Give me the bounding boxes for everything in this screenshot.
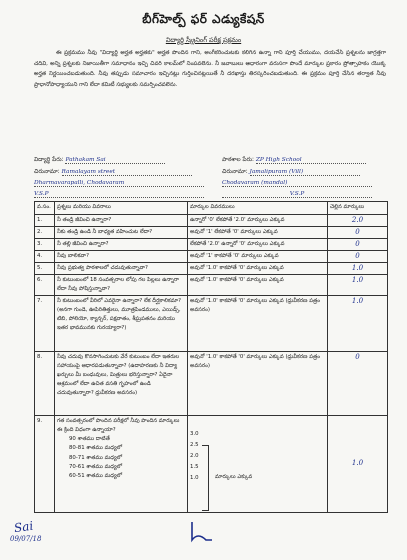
header-score: చెల్లిన మార్కులు xyxy=(328,202,388,215)
row-number: 1. xyxy=(35,215,55,227)
row-question: నీ తల్లి జీవించి ఉన్నారా? xyxy=(55,239,188,251)
row-number: 4. xyxy=(35,251,55,263)
table-row xyxy=(35,251,388,263)
table-row xyxy=(35,296,388,352)
student-name-field xyxy=(34,156,165,164)
row-number: 3. xyxy=(35,239,55,251)
district2-value: V.S.P xyxy=(222,191,372,198)
table-row xyxy=(35,239,388,251)
row-score: 0 xyxy=(328,239,388,251)
table-row xyxy=(35,352,388,416)
list-item: 60-51 శాతము మధ్యలో xyxy=(69,473,123,480)
row-question: నీ కుటుంబంలో 18 సంవత్సరాల లోపు గల పిల్లలు ఉన్నారా లేదా నీవు పోషిస్తున్నావా? xyxy=(55,275,188,296)
row-score: 0 xyxy=(328,352,388,416)
list-item: 80-71 శాతము మధ్యలో xyxy=(69,454,123,461)
mandal-field xyxy=(222,180,372,187)
marks-note: మార్కులు ఎక్కువ xyxy=(215,474,253,480)
row-marks: అవునో '1.0' కాకపోతే '0' మార్కులు ఎక్కువ (ధ్రువీకరణ పత్రం అవసరం) xyxy=(188,352,328,416)
row-marks: అవునో '1.0' కాకపోతే '0' మార్కులు ఎక్కువ xyxy=(188,263,328,275)
row-number: 5. xyxy=(35,263,55,275)
school-address-label: చిరునామా: xyxy=(222,169,248,175)
row-marks: ఉన్నారో '0' లేకపోతే '2.0' మార్కులు ఎక్కువ xyxy=(188,215,328,227)
row-score: 1.0 xyxy=(328,275,388,296)
instructions-paragraph: ఈ ప్రక్రమము నీవు "విద్యార్థి అర్హత అర్హతకు" అర్హత పొందిన గాని, అంగీకరించుటకు కలిగిన ఉన్నా గాని పూర్తి చేయుము, దయచేసి ప్రశ్నలను జాగ్రత్తగా చదివి, అన్ని ప్రశ్నలకు నిజాయితీగా సమాధానం ఇచ్చి చివరి కాలమ్‌లో నింపవలెను. నీ జవాబులు ఆధారంగా వరుసగా పొందే మార్కుల ప్రకారం ప్రోత్సాహకం యొక్క అర్హత నిర్ణయించబడుతుంది. నీవు తప్పుడు సమాచారం ఇచ్చినట్లు గుర్తించినట్లయితే నీ దరఖాస్తు తిరస్కరించబడుతుంది. ఈ ప్రక్రమం పూర్తి చేసిన తర్వాత నీవు ప్రాధానోపాధ్యాయుని గాని లేదా కమిటీ సభ్యులకు సమర్పించవలెను. xyxy=(34,50,386,88)
student-name-value: Pathakam Sai xyxy=(65,157,165,164)
row-score: 0 xyxy=(328,227,388,239)
row-score: 0 xyxy=(328,251,388,263)
row-number: 9. xyxy=(35,416,55,513)
table-row xyxy=(35,227,388,239)
village-value: Dharmavarapalli, Chodavaram xyxy=(34,180,204,187)
row-score: 1.0 xyxy=(328,416,388,513)
row-score: 1.0 xyxy=(328,296,388,352)
scale-value: 1.0 xyxy=(190,475,199,481)
marks-bands-list xyxy=(57,435,185,481)
table-row xyxy=(35,215,388,227)
row-number: 7. xyxy=(35,296,55,352)
header-marks-details: మార్కుల వివరములు xyxy=(188,202,328,215)
row-number: 2. xyxy=(35,227,55,239)
table-header-row xyxy=(35,202,388,215)
table-row xyxy=(35,263,388,275)
header-serial: వ.సం. xyxy=(35,202,55,215)
scale-value: 2.0 xyxy=(190,453,199,459)
address-value: Ramalayam street xyxy=(62,169,192,176)
address-field xyxy=(34,168,192,176)
row-marks: అవునో '1.0' కాకపోతే '0' మార్కులు ఎక్కువ (ధ్రువీకరణ పత్రం అవసరం) xyxy=(188,296,328,352)
row-question-text: గత సంవత్సరంలో పొందిన పరీక్షలో నీవు పొందిన మార్కులు ఈ క్రింది విధంగా ఉన్నాయా? xyxy=(57,418,180,433)
row-marks: అవునో '1' కాకపోతే '0' మార్కులు ఎక్కువ xyxy=(188,251,328,263)
school-name-label: పాఠశాల పేరు: xyxy=(222,157,254,163)
row-score: 2.0 xyxy=(328,215,388,227)
row-number: 6. xyxy=(35,275,55,296)
list-item: 70-61 శాతము మధ్యలో xyxy=(69,463,123,470)
signature-mark xyxy=(186,518,216,548)
list-item: 90 శాతము దాటితే xyxy=(69,436,110,442)
marks-scale xyxy=(190,429,199,484)
row-score: 1.0 xyxy=(328,263,388,275)
school-address-value: Jamalipuram (Vill) xyxy=(250,169,360,176)
scale-value: 2.5 xyxy=(190,442,199,448)
row-marks: లేకపోతే '2.0' ఉన్నారో '0' మార్కులు ఎక్కువ xyxy=(188,239,328,251)
form-title: బీగ్‌హెల్ప్ ఫర్ ఎడ్యుకేషన్ xyxy=(142,12,265,26)
row-marks: అవునో '1.0' కాకపోతే '0' మార్కులు ఎక్కువ xyxy=(188,275,328,296)
address-label: చిరునామా: xyxy=(34,169,60,175)
row-question xyxy=(55,416,188,513)
scale-value: 3.0 xyxy=(190,431,199,437)
row-question: నీవు బాలికవా? xyxy=(55,251,188,263)
school-name-value: ZP High School xyxy=(256,157,366,164)
row-question: నీవు ప్రభుత్వ పాఠశాలలో చదువుతున్నావా? xyxy=(55,263,188,275)
list-item: 80-81 శాతము మధ్యలో xyxy=(69,445,123,452)
row-number: 8. xyxy=(35,352,55,416)
district-field xyxy=(34,191,204,198)
row-question: నీవు చదువు కొనసాగించుటకు వేరే కుటుంబం లేదా ఇతరుల సహాయంపై ఆధారపడుతున్నావా? (ఉదాహరణకు నీ విద్యా ఖర్చులు మీ బంధువులు, మిత్రులు భరిస్తున్నారా? ఏదైనా ఆశ్రమంలో లేదా ఉచిత వసతి గృహంలో ఉండి చదువుతున్నారా? ధ్రువీకరణ అవసరం) xyxy=(55,352,188,416)
school-address-field xyxy=(222,168,360,176)
school-name-field xyxy=(222,156,366,164)
brace-shape xyxy=(202,445,209,511)
student-name-label: విద్యార్థి పేరు: xyxy=(34,157,64,163)
table-row xyxy=(35,416,388,513)
screening-questions-table xyxy=(34,201,388,513)
table-row xyxy=(35,275,388,296)
village-field xyxy=(34,180,204,187)
district2-field xyxy=(222,191,372,198)
marks-scale-group xyxy=(190,429,325,511)
row-question: నీకు తండ్రి ఉండి నీ బాధ్యత వహించుట లేదా? xyxy=(55,227,188,239)
row-marks xyxy=(188,416,328,513)
row-question: నీ తండ్రి జీవించి ఉన్నారా? xyxy=(55,215,188,227)
form-subtitle: విద్యార్థి స్క్రీనింగ్ పరీక్ష ప్రక్రమం xyxy=(165,36,242,44)
header-question: ప్రశ్నలు మరియు వివరాలు xyxy=(55,202,188,215)
row-question: నీ కుటుంబంలో వీరిలో ఎవరైనా ఉన్నారా? లేక దీర్ఘకాలికమా? (అనగా గుండె, ఊపిరితిత్తులు, మూత్రపిండములు, ఎయిడ్స్, టిబి, పోలియో, క్యాన్సర్, పక్షవాతం, శీఘ్రపతనం మరియు ఇతర భావమునకు గురయ్యారా?) xyxy=(55,296,188,352)
signature-date: 09/07/18 xyxy=(10,535,42,543)
row-marks: అవునో '1' లేకపోతే '0' మార్కులు ఎక్కువ xyxy=(188,227,328,239)
mandal-value: Chodavaram (mandal) xyxy=(222,180,372,187)
district-value: V.S.P xyxy=(34,191,204,198)
scale-value: 1.5 xyxy=(190,464,199,470)
student-signature: Sai xyxy=(13,518,35,536)
